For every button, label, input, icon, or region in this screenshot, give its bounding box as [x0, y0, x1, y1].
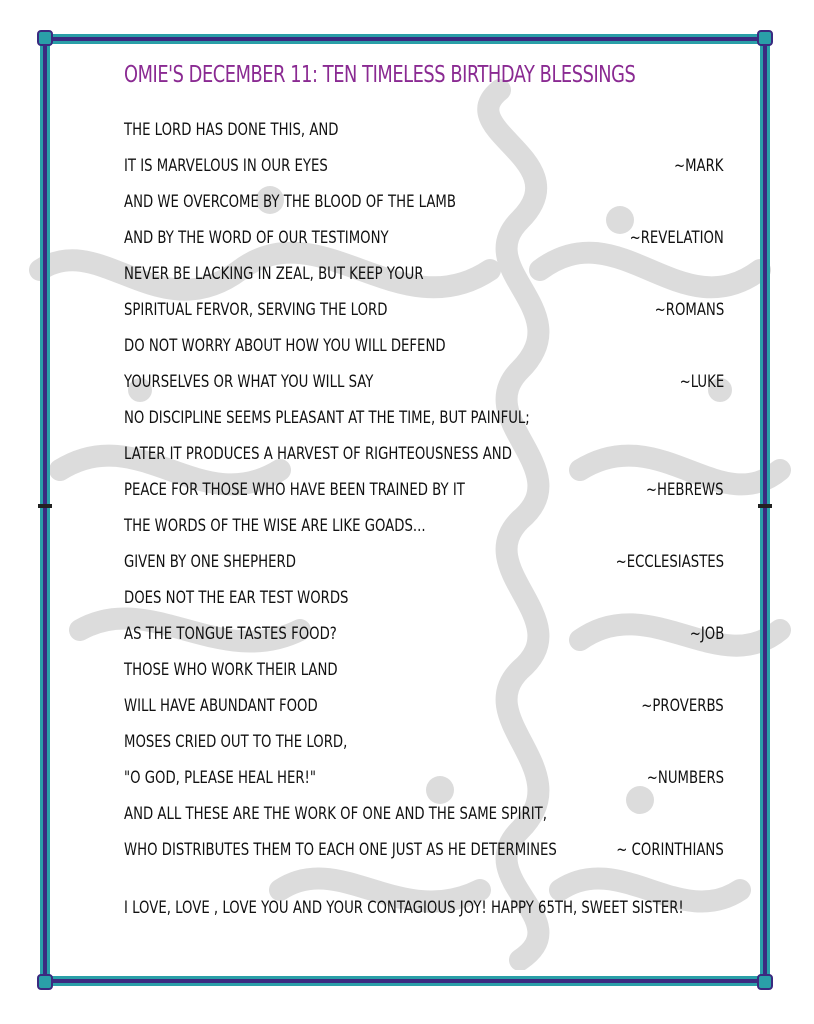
verse-reference: ~NUMBERS — [646, 768, 724, 788]
verse-text: THE WORDS OF THE WISE ARE LIKE GOADS... — [124, 516, 426, 536]
verse-line — [124, 508, 744, 544]
verse-line — [124, 220, 744, 256]
verse-reference: ~ECCLESIASTES — [615, 552, 724, 572]
border-right — [760, 44, 770, 976]
verse-line — [124, 544, 744, 580]
verse-text: THOSE WHO WORK THEIR LAND — [124, 660, 338, 680]
verse-line — [124, 580, 744, 616]
verse-line — [124, 400, 744, 436]
verse-reference: ~ROMANS — [654, 300, 724, 320]
verse-text: IT IS MARVELOUS IN OUR EYES — [124, 156, 328, 176]
verse-reference: ~REVELATION — [629, 228, 724, 248]
verse-line — [124, 436, 744, 472]
verse-line — [124, 760, 744, 796]
verse-line — [124, 688, 744, 724]
verse-text: LATER IT PRODUCES A HARVEST OF RIGHTEOUSNESS AND — [124, 444, 512, 464]
verse-list — [124, 112, 744, 868]
verse-line — [124, 832, 744, 868]
verse-line — [124, 148, 744, 184]
corner-ornament-icon — [37, 974, 53, 990]
verse-reference: ~JOB — [689, 624, 724, 644]
corner-ornament-icon — [757, 30, 773, 46]
verse-text: AS THE TONGUE TASTES FOOD? — [124, 624, 337, 644]
corner-ornament-icon — [37, 30, 53, 46]
verse-text: AND ALL THESE ARE THE WORK OF ONE AND THE SAME SPIRIT, — [124, 804, 547, 824]
border-bottom — [50, 976, 760, 986]
verse-text: SPIRITUAL FERVOR, SERVING THE LORD — [124, 300, 388, 320]
verse-text: MOSES CRIED OUT TO THE LORD, — [124, 732, 348, 752]
verse-text: WILL HAVE ABUNDANT FOOD — [124, 696, 318, 716]
verse-line — [124, 472, 744, 508]
verse-text: GIVEN BY ONE SHEPHERD — [124, 552, 296, 572]
verse-text: AND BY THE WORD OF OUR TESTIMONY — [124, 228, 389, 248]
verse-line — [124, 724, 744, 760]
verse-text: YOURSELVES OR WHAT YOU WILL SAY — [124, 372, 374, 392]
verse-reference: ~PROVERBS — [641, 696, 724, 716]
verse-text: THE LORD HAS DONE THIS, AND — [124, 120, 339, 140]
verse-reference: ~ CORINTHIANS — [616, 840, 724, 860]
closing-message — [124, 898, 744, 918]
border-top — [50, 34, 760, 44]
verse-line — [124, 292, 744, 328]
verse-line — [124, 256, 744, 292]
closing-text: I LOVE, LOVE , LOVE YOU AND YOUR CONTAGIOUS JOY! HAPPY 65TH, SWEET SISTER! — [124, 898, 684, 918]
verse-text: DO NOT WORRY ABOUT HOW YOU WILL DEFEND — [124, 336, 446, 356]
verse-text: "O GOD, PLEASE HEAL HER!" — [124, 768, 316, 788]
verse-text: PEACE FOR THOSE WHO HAVE BEEN TRAINED BY IT — [124, 480, 465, 500]
verse-line — [124, 652, 744, 688]
verse-reference: ~LUKE — [679, 372, 724, 392]
corner-ornament-icon — [757, 974, 773, 990]
border-left — [40, 44, 50, 976]
verse-reference: ~MARK — [674, 156, 724, 176]
verse-text: AND WE OVERCOME BY THE BLOOD OF THE LAMB — [124, 192, 456, 212]
verse-line — [124, 328, 744, 364]
verse-line — [124, 616, 744, 652]
verse-line — [124, 112, 744, 148]
verse-line — [124, 184, 744, 220]
verse-text: DOES NOT THE EAR TEST WORDS — [124, 588, 349, 608]
verse-text: NEVER BE LACKING IN ZEAL, BUT KEEP YOUR — [124, 264, 424, 284]
border-tick-left — [38, 504, 52, 508]
verse-reference: ~HEBREWS — [646, 480, 724, 500]
verse-text: WHO DISTRIBUTES THEM TO EACH ONE JUST AS HE DETERMINES — [124, 840, 557, 860]
verse-line — [124, 364, 744, 400]
verse-text: NO DISCIPLINE SEEMS PLEASANT AT THE TIME, BUT PAINFUL; — [124, 408, 530, 428]
border-tick-right — [758, 504, 772, 508]
verse-line — [124, 796, 744, 832]
page-title: OMIE'S DECEMBER 11: TEN TIMELESS BIRTHDAY BLESSINGS — [124, 62, 636, 88]
blessings-document — [124, 62, 744, 918]
